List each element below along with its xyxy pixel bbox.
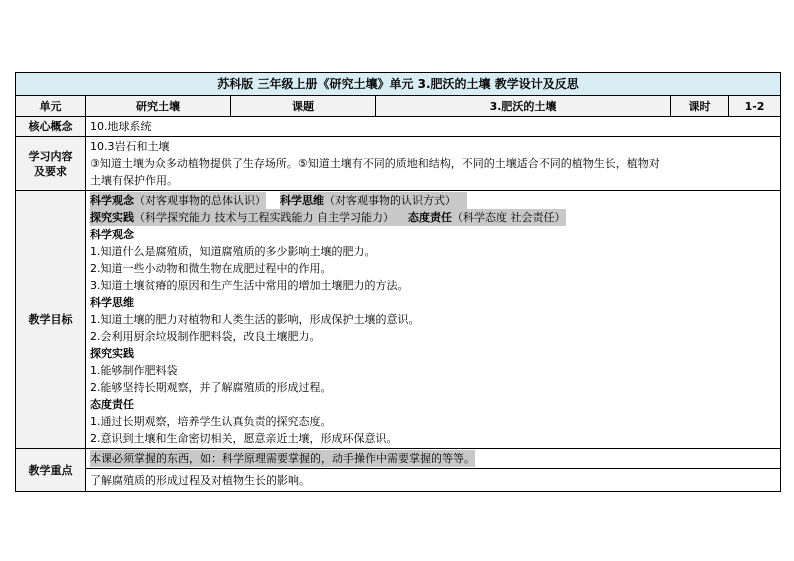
unit-value: 研究土壤 (86, 96, 231, 117)
learning-label-line1: 学习内容 (28, 149, 73, 163)
goal-item: 2.能够坚持长期观察，并了解腐殖质的形成过程。 (90, 381, 332, 394)
quality-attitude-desc: （科学态度 社会责任） (452, 211, 566, 224)
quality-inquiry-practice-title: 探究实践 (90, 211, 134, 224)
quality-science-concept-desc: （对客观事物的总体认识） (134, 194, 266, 207)
title-row (16, 73, 781, 96)
section-heading: 科学思维 (90, 296, 134, 309)
goal-item: 1.通过长期观察，培养学生认真负责的探究态度。 (90, 415, 332, 428)
key-points-row (16, 449, 781, 469)
qualities-line-1 (90, 192, 776, 209)
quality-science-concept (90, 192, 266, 209)
goal-item: 2.会利用厨余垃圾制作肥料袋，改良土壤肥力。 (90, 330, 321, 343)
key-points-hint: 本课必须掌握的东西，如：科学原理需要掌握的，动手操作中需要掌握的等等。 (90, 452, 475, 465)
goal-item: 2.知道一些小动物和微生物在成肥过程中的作用。 (90, 262, 332, 275)
goals-label: 教学目标 (16, 191, 86, 449)
quality-inquiry-practice-desc: （科学探究能力 技术与工程实践能力 自主学习能力） (134, 211, 394, 224)
lesson-plan-sheet (15, 72, 780, 492)
key-points-label: 教学重点 (16, 449, 86, 492)
learning-row (16, 137, 781, 191)
topic-value: 3.肥沃的土壤 (376, 96, 671, 117)
unit-label: 单元 (16, 96, 86, 117)
core-concept-value: 10.地球系统 (86, 117, 781, 137)
key-points-content: 了解腐殖质的形成过程及对植物生长的影响。 (86, 469, 781, 492)
header-row (16, 96, 781, 117)
lesson-plan-table (15, 72, 781, 492)
section-heading: 态度责任 (90, 398, 134, 411)
period-value: 1-2 (729, 96, 781, 117)
learning-line-3: 土壤有保护作用。 (90, 174, 178, 187)
learning-label (16, 137, 86, 191)
learning-label-line2: 及要求 (34, 164, 67, 178)
quality-science-thinking (280, 192, 467, 209)
quality-science-concept-title: 科学观念 (90, 194, 134, 207)
section-heading: 科学观念 (90, 228, 134, 241)
quality-attitude-title: 态度责任 (408, 211, 452, 224)
qualities-line-2 (90, 209, 776, 226)
core-concept-row (16, 117, 781, 137)
document-title: 苏科版 三年级上册《研究土壤》单元 3.肥沃的土壤 教学设计及反思 (16, 73, 781, 96)
goal-item: 1.能够制作肥料袋 (90, 364, 178, 377)
learning-line-2: ③知道土壤为众多动植物提供了生存场所。⑤知道土壤有不同的质地和结构，不同的土壤适合不同的植物生长，植物对 (90, 157, 660, 170)
learning-line-1: 10.3岩石和土壤 (90, 140, 170, 153)
key-points-instruction (86, 449, 781, 469)
learning-content (86, 137, 781, 191)
quality-inquiry-practice (90, 209, 566, 226)
period-label: 课时 (671, 96, 729, 117)
goal-item: 1.知道土壤的肥力对植物和人类生活的影响，形成保护土壤的意识。 (90, 313, 420, 326)
goal-item: 1.知道什么是腐殖质，知道腐殖质的多少影响土壤的肥力。 (90, 245, 376, 258)
key-points-content-row (16, 469, 781, 492)
quality-science-thinking-desc: （对客观事物的认识方式） (324, 194, 456, 207)
core-concept-label: 核心概念 (16, 117, 86, 137)
goals-row (16, 191, 781, 449)
goal-item: 2.意识到土壤和生命密切相关，愿意亲近土壤，形成环保意识。 (90, 432, 398, 445)
section-heading: 探究实践 (90, 347, 134, 360)
quality-science-thinking-title: 科学思维 (280, 194, 324, 207)
goals-content (86, 191, 781, 449)
topic-label: 课题 (231, 96, 376, 117)
goal-item: 3.知道土壤贫瘠的原因和生产生活中常用的增加土壤肥力的方法。 (90, 279, 409, 292)
